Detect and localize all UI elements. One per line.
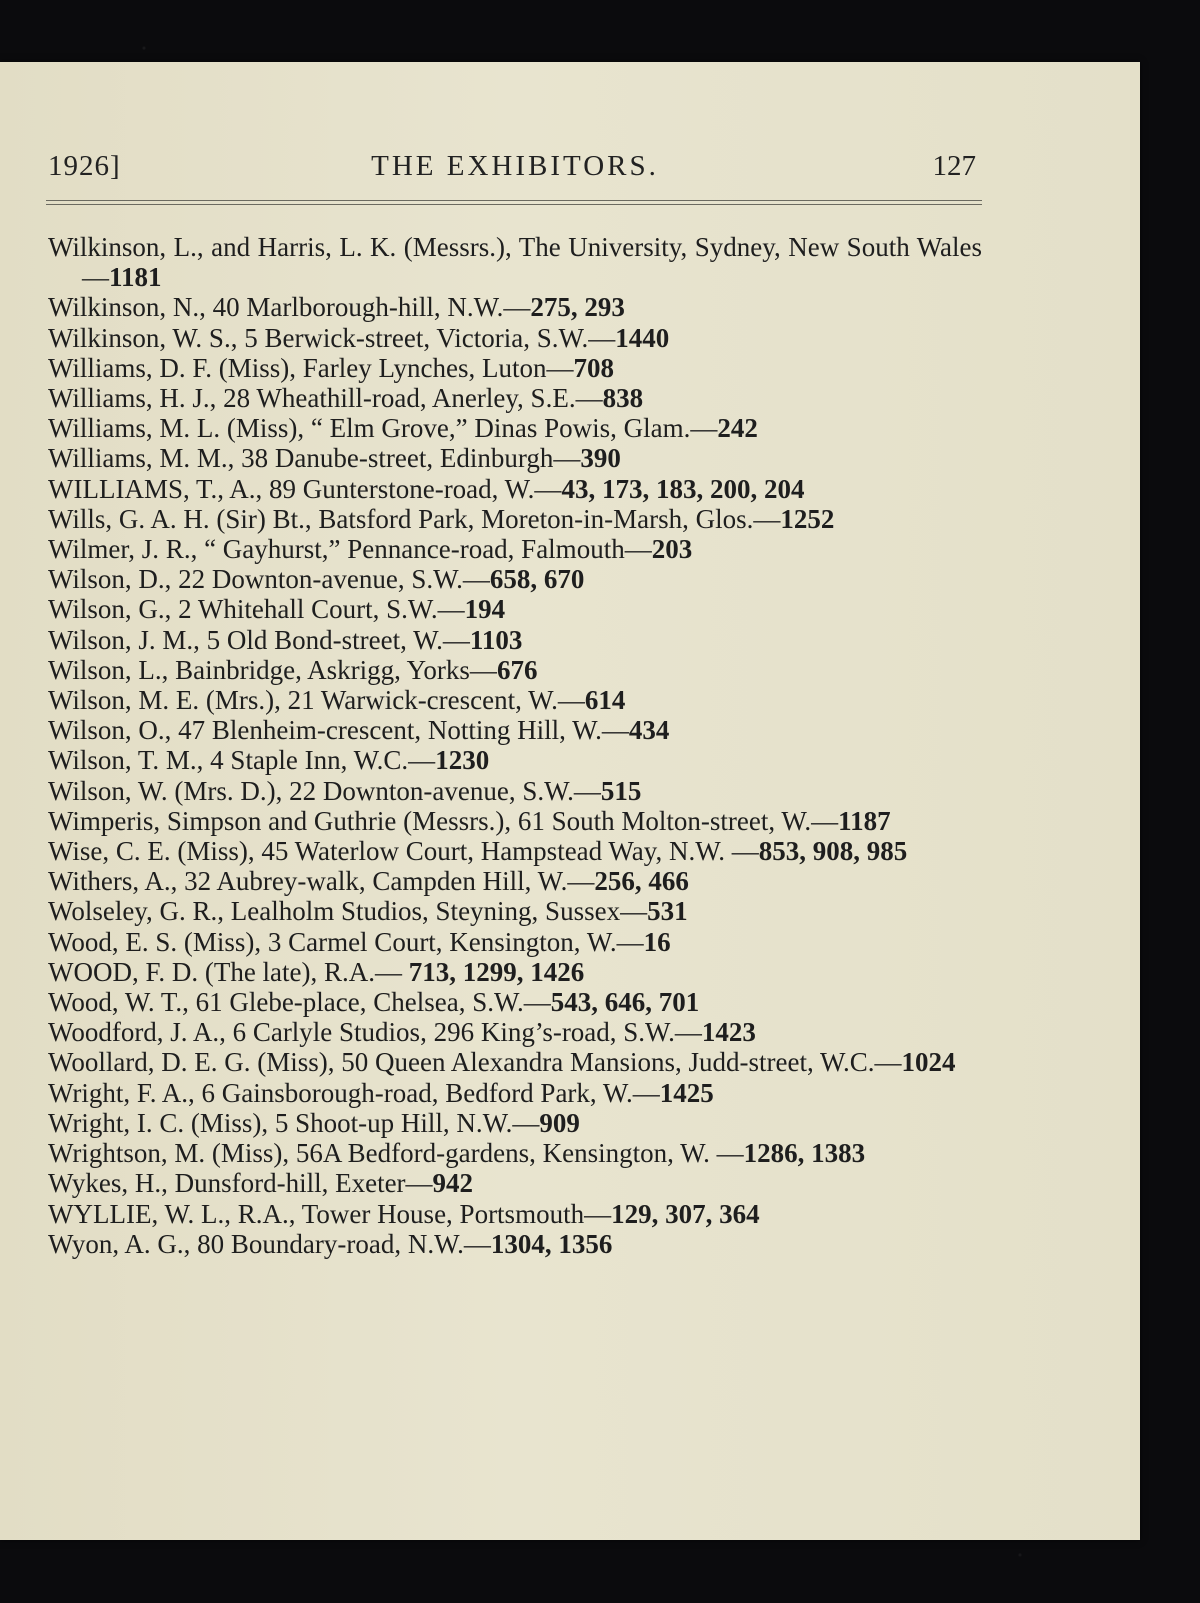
entry-text: Wilson, T. M., 4 Staple Inn, W.C.—	[48, 745, 436, 776]
list-item	[48, 1229, 982, 1259]
list-item	[48, 1047, 982, 1077]
entry-text: Wolseley, G. R., Lealholm Studios, Steyning, Sussex—	[48, 896, 648, 927]
list-item	[48, 957, 982, 987]
list-item	[48, 1017, 982, 1047]
entry-text: Wright, F. A., 6 Gainsborough-road, Bedford Park, W.—	[48, 1077, 660, 1108]
entry-numbers: 531	[647, 896, 688, 927]
entry-numbers: 1440	[615, 322, 670, 353]
entry-text: Williams, H. J., 28 Wheathill-road, Anerley, S.E.—	[48, 383, 603, 414]
entry-numbers: 434	[628, 715, 670, 746]
page-number: 127	[932, 150, 976, 182]
list-item	[48, 353, 982, 383]
entry-text: Woollard, D. E. G. (Miss), 50 Queen Alexandra Mansions, Judd-street, W.C.—	[48, 1047, 902, 1078]
entry-text: WILLIAMS, T., A., 89 Gunterstone-road, W.—	[48, 473, 562, 504]
entry-text: Wilson, W. (Mrs. D.), 22 Downton-avenue, S.W.—	[48, 775, 601, 806]
list-item	[48, 594, 982, 624]
list-item	[48, 474, 982, 504]
entry-numbers: 676	[496, 654, 538, 685]
entry-numbers: 256, 466	[594, 866, 689, 897]
entry-text: Wilson, M. E. (Mrs.), 21 Warwick-crescent, W.—	[48, 685, 585, 716]
list-item	[48, 1199, 982, 1229]
entry-text: Woodford, J. A., 6 Carlyle Studios, 296 King’s-road, S.W.—	[48, 1017, 702, 1048]
list-item	[48, 806, 982, 836]
entry-text: Wise, C. E. (Miss), 45 Waterlow Court, Hampstead Way, N.W. —	[48, 836, 759, 867]
exhibitor-list	[48, 232, 982, 1259]
list-item	[48, 866, 982, 896]
entry-text: Wills, G. A. H. (Sir) Bt., Batsford Park, Moreton-in-Marsh, Glos.—	[48, 503, 781, 534]
entry-numbers: 708	[573, 352, 614, 383]
list-item	[48, 1108, 982, 1138]
entry-numbers: 838	[602, 383, 644, 414]
list-item	[48, 927, 982, 957]
entry-numbers: 1230	[435, 745, 490, 776]
entry-text: Wilkinson, N., 40 Marlborough-hill, N.W.—	[48, 292, 531, 323]
list-item	[48, 383, 982, 413]
list-item	[48, 292, 982, 322]
entry-numbers: 1304, 1356	[490, 1228, 613, 1259]
list-item	[48, 232, 982, 292]
entry-text: Wilkinson, L., and Harris, L. K. (Messrs.), The University, Sydney, New South Wales—	[48, 232, 982, 293]
entry-numbers: 1423	[701, 1017, 756, 1048]
entry-text: Wilson, J. M., 5 Old Bond-street, W.—	[48, 624, 470, 655]
list-item	[48, 1138, 982, 1168]
entry-text: WOOD, F. D. (The late), R.A.—	[48, 956, 409, 987]
entry-numbers: 203	[651, 534, 693, 565]
list-item	[48, 685, 982, 715]
entry-text: Wilson, O., 47 Blenheim-crescent, Notting Hill, W.—	[48, 715, 629, 746]
entry-text: Wilson, G., 2 Whitehall Court, S.W.—	[48, 594, 465, 625]
entry-numbers: 194	[464, 594, 506, 625]
entry-text: Wilmer, J. R., “ Gayhurst,” Pennance-road, Falmouth—	[48, 534, 652, 565]
entry-text: Wood, W. T., 61 Glebe-place, Chelsea, S.W.—	[48, 987, 551, 1018]
entry-numbers: 543, 646, 701	[550, 987, 700, 1018]
list-item	[48, 655, 982, 685]
entry-numbers: 658, 670	[489, 564, 585, 595]
entry-numbers: 614	[584, 685, 626, 716]
list-item	[48, 987, 982, 1017]
entry-text: Wyon, A. G., 80 Boundary-road, N.W.—	[48, 1228, 491, 1259]
entry-text: Wright, I. C. (Miss), 5 Shoot-up Hill, N.W.—	[48, 1107, 540, 1138]
entry-numbers: 1024	[901, 1047, 956, 1078]
entry-numbers: 390	[580, 443, 621, 474]
list-item	[48, 836, 982, 866]
header-year: 1926]	[48, 150, 121, 182]
entry-numbers: 242	[717, 413, 758, 444]
header-rule	[46, 200, 982, 205]
list-item	[48, 896, 982, 926]
entry-text: WYLLIE, W. L., R.A., Tower House, Portsmouth—	[48, 1198, 612, 1229]
entry-text: Withers, A., 32 Aubrey-walk, Campden Hill, W.—	[48, 866, 595, 897]
list-item	[48, 323, 982, 353]
list-item	[48, 564, 982, 594]
entry-numbers: 1425	[659, 1077, 714, 1108]
entry-numbers: 129, 307, 364	[611, 1198, 760, 1229]
entry-text: Wood, E. S. (Miss), 3 Carmel Court, Kensington, W.—	[48, 926, 644, 957]
list-item	[48, 534, 982, 564]
list-item	[48, 715, 982, 745]
entry-numbers: 275, 293	[530, 292, 625, 323]
list-item	[48, 1078, 982, 1108]
entry-numbers: 909	[539, 1107, 580, 1138]
list-item	[48, 625, 982, 655]
entry-numbers: 515	[600, 775, 642, 806]
entry-text: Williams, M. M., 38 Danube-street, Edinburgh—	[48, 443, 581, 474]
page-title: THE EXHIBITORS.	[371, 150, 659, 182]
entry-text: Wilkinson, W. S., 5 Berwick-street, Victoria, S.W.—	[48, 322, 616, 353]
entry-numbers: 1252	[780, 503, 835, 534]
book-page	[0, 62, 1140, 1540]
entry-text: Wilson, L., Bainbridge, Askrigg, Yorks—	[48, 654, 497, 685]
entry-numbers: 713, 1299, 1426	[408, 956, 585, 987]
list-item	[48, 1168, 982, 1198]
running-header	[48, 150, 982, 194]
list-item	[48, 413, 982, 443]
entry-numbers: 853, 908, 985	[758, 836, 908, 867]
entry-text: Williams, D. F. (Miss), Farley Lynches, Luton—	[48, 352, 574, 383]
entry-numbers: 1286, 1383	[743, 1138, 866, 1169]
entry-text: Wilson, D., 22 Downton-avenue, S.W.—	[48, 564, 490, 595]
list-item	[48, 504, 982, 534]
entry-text: Wykes, H., Dunsford-hill, Exeter—	[48, 1168, 433, 1199]
entry-numbers: 942	[432, 1168, 474, 1199]
entry-text: Wrightson, M. (Miss), 56A Bedford-gardens, Kensington, W. —	[48, 1138, 744, 1169]
entry-numbers: 16	[643, 926, 671, 957]
entry-numbers: 43, 173, 183, 200, 204	[561, 473, 805, 504]
entry-numbers: 1103	[469, 624, 523, 655]
list-item	[48, 443, 982, 473]
entry-numbers: 1187	[838, 805, 891, 836]
list-item	[48, 745, 982, 775]
list-item	[48, 776, 982, 806]
entry-text: Williams, M. L. (Miss), “ Elm Grove,” Dinas Powis, Glam.—	[48, 413, 718, 444]
entry-text: Wimperis, Simpson and Guthrie (Messrs.), 61 South Molton-street, W.—	[48, 805, 839, 836]
entry-numbers: 1181	[109, 262, 162, 293]
